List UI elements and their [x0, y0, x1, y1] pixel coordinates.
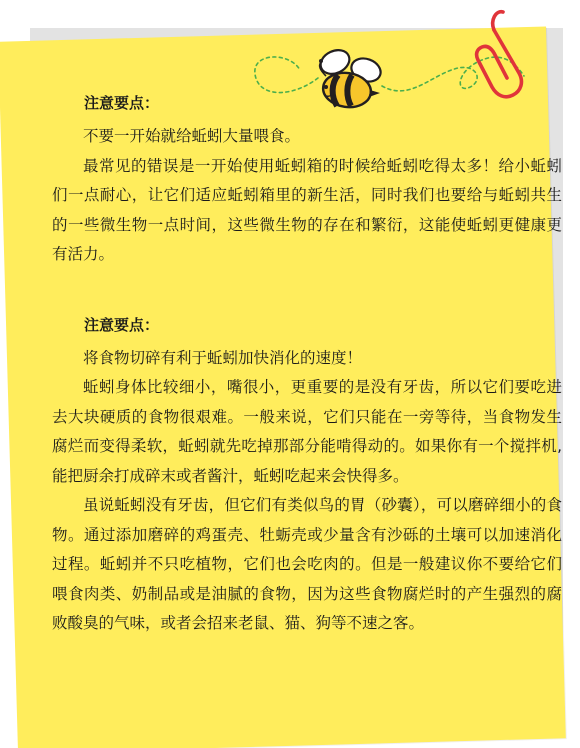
section2-paragraph-3: 虽说蚯蚓没有牙齿，但它们有类似鸟的胃（砂囊），可以磨碎细小的食物。通过添加磨碎的鸡蛋壳、牡蛎壳或少量含有沙砾的土壤可以加速消化过程。蚯蚓并不只吃植物，它们也会吃肉的。但是一般建议你不要给它们喂食肉类、奶制品或是油腻的食物，因为这些食物腐烂时的产生强烈的腐败酸臭的气味，或者会招来老鼠、猫、狗等不速之客。	[52, 496, 562, 632]
tip-label-2: 注意要点：	[84, 315, 160, 334]
section2-paragraph-2: 蚯蚓身体比较细小，嘴很小，更重要的是没有牙齿，所以它们要吃进去大块硬质的食物很艰难。一般来说，它们只能在一旁等待，当食物发生腐烂而变得柔软，蚯蚓就先吃掉那部分能啃得动的。如果你有一个搅拌机,能把厨余打成碎末或者酱汁，蚯蚓吃起来会快得多。	[52, 378, 562, 485]
section2-paragraph-1: 将食物切碎有利于蚯蚓加快消化的速度！	[83, 348, 363, 367]
note-content	[52, 92, 562, 639]
section1-paragraph-1: 不要一开始就给蚯蚓大量喂食。	[83, 127, 301, 145]
section-gap	[52, 270, 562, 314]
section1-paragraph-2: 最常见的错误是一开始使用蚯蚓箱的时候给蚯蚓吃得太多！给小蚯蚓们一点耐心，让它们适应蚯蚓箱里的新生活，同时我们也要给与蚯蚓共生的一些微生物一点时间，这些微生物的存在和繁衍，这能使蚯蚓更健康更有活力。	[52, 156, 562, 263]
tip-label-1: 注意要点：	[84, 94, 160, 112]
